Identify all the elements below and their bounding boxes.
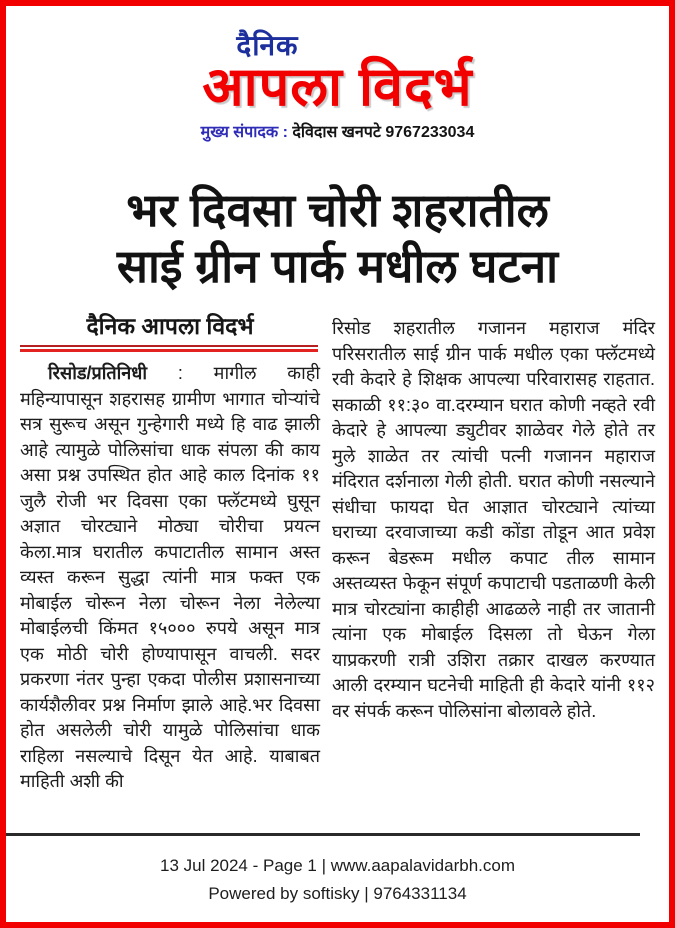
article-headline bbox=[16, 182, 659, 294]
logo-top-text: दैनिक bbox=[236, 30, 299, 61]
footer-date-page-url: 13 Jul 2024 - Page 1 | www.aapalavidarbh.com bbox=[159, 856, 516, 875]
column-header-rule bbox=[20, 345, 318, 352]
article-column-right bbox=[332, 310, 655, 795]
headline-line-1: भर दिवसा चोरी शहरातील bbox=[126, 184, 549, 236]
newspaper-logo bbox=[202, 30, 473, 117]
logo-main-text: आपला विदर्भ bbox=[202, 57, 473, 117]
editor-tagline-value: देविदास खनपटे 9767233034 bbox=[292, 124, 475, 141]
article-text-left: : मागील काही महिन्यापासून शहरासह ग्रामीण भागात चोऱ्यांचे सत्र सुरूच असून गुन्हेगारी मध्ये हि वाढ झाली आहे त्यामुळे पोलिसांचा धाक संपला की काय असा प्रश्न उपस्थित होत आहे काल दिनांक ११ जुलै रोजी भर दिवसा एका फ्लॅटमध्ये घुसून अज्ञात चोरट्याने मोठ्या चोरीचा प्रयत्न केला.मात्र घरातील कपाटातील सामान अस्त व्यस्त करून सुद्धा त्यांनी मात्र फक्त एक मोबाईल चोरून नेला चोरून नेला नेलेल्या मोबाईलची किंमत १५००० रुपये असून मात्र एक मोठी चोरी होण्यापासून वाचली. सदर प्रकरणा नंतर पुन्हा एकदा पोलीस प्रशासनाच्या कार्यशैलीवर प्रश्न निर्माण झाले आहे.भर दिवसा होत असलेली चोरी यामुळे पोलिसांचा धाक राहिला नसल्याचे दिसून येत आहे. याबाबत माहिती अशी की bbox=[20, 363, 320, 791]
article-body bbox=[6, 310, 669, 795]
editor-tagline bbox=[6, 120, 669, 142]
article-paragraph-left bbox=[20, 361, 320, 795]
editor-tagline-label: मुख्य संपादक : bbox=[200, 124, 288, 141]
footer-divider-rule bbox=[6, 833, 640, 836]
headline-line-2: साई ग्रीन पार्क मधील घटना bbox=[116, 240, 559, 292]
page-footer bbox=[6, 852, 669, 908]
column-header-title: दैनिक आपला विदर्भ bbox=[86, 313, 254, 339]
footer-powered-by: Powered by softisky | 9764331134 bbox=[208, 884, 467, 903]
article-column-left bbox=[20, 310, 320, 795]
article-paragraph-right bbox=[332, 316, 655, 724]
article-text-right: रिसोड शहरातील गजानन महाराज मंदिर परिसरातील साई ग्रीन पार्क मधील एका फ्लॅटमध्ये रवी केदारे हे शिक्षक आपल्या परिवारासह राहतात. सकाळी ११:३० वा.दरम्यान घरात कोणी नव्हते रवी केदारे हे आपल्या ड्युटीवर शाळेवर गेले होते तर मुले शाळेत तर त्यांची पत्नी गजानन महाराज मंदिरात दर्शनाला गेली होती. घरात कोणी नसल्याने संधीचा फायदा घेत आज्ञात चोरट्याने त्यांच्या घराच्या दरवाजाच्या कडी कोंडा तोडून आत प्रवेश करून बेडरूम मधील कपाट तील सामान अस्तव्यस्त फेकून संपूर्ण कपाटाची पडताळणी केली मात्र चोरट्यांना काहीही आढळले नाही तर जातानी त्यांना एक मोबाईल दिसला तो घेऊन गेला याप्रकरणी रात्री उशिरा तक्रार दाखल करण्यात आली दरम्यान घटनेची माहिती ही केदारे यांनी ११२ वर संपर्क करून पोलिसांना बोलावले होते. bbox=[332, 318, 655, 721]
article-dateline: रिसोड/प्रतिनिधी bbox=[48, 363, 148, 383]
masthead bbox=[6, 6, 669, 142]
